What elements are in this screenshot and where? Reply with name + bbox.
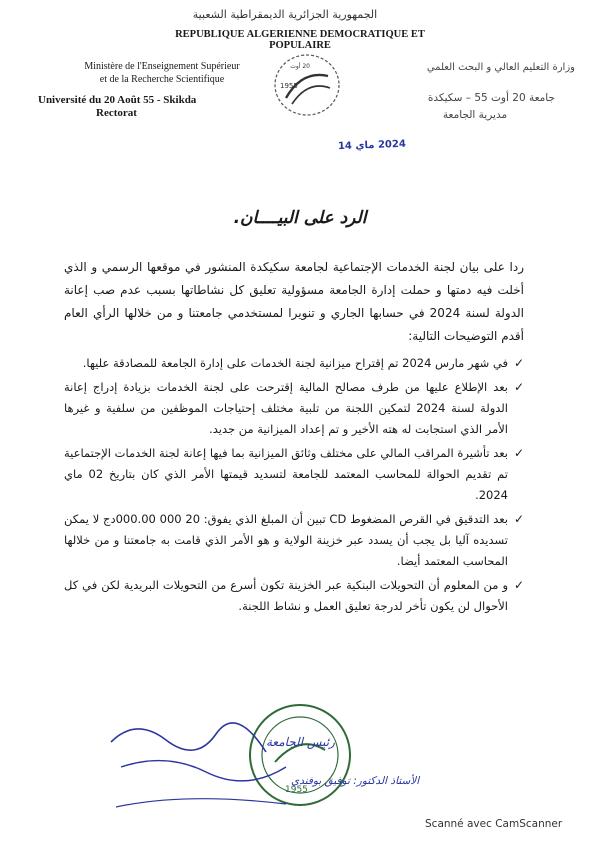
university-arabic: جامعة 20 أوت 55 – سكيكدة [427, 92, 555, 104]
checkmark-icon: ✓ [513, 380, 524, 394]
ministry-french-line1: Ministère de l'Enseignement Supérieur [84, 61, 240, 72]
rectorat-arabic: مديرية الجامعة [442, 109, 508, 121]
document-title: الرد على البيــــان. [233, 208, 367, 228]
intro-paragraph: ردا على بيان لجنة الخدمات الإجتماعية لجامعة سكيكدة المنشور في موقعها الرسمي و الذي أخلت فيه دمتها و حملت إدارة الجامعة مسؤولية تعليق كل نشاطاتها بسبب عدم صب إعانة الدولة لسنة 2024 في حسابها الجاري و تنويرا لمستخدمي جامعتنا و من خلالها الرأي العام أقدم التوضيحات التالية: [64, 260, 525, 343]
signature-name: الأستاذ الدكتور: توفيق بوفندي [291, 775, 420, 787]
list-item: ✓ في شهر مارس 2024 تم إقتراح ميزانية لجنة الخدمات على إدارة الجامعة للمصادقة عليها. [64, 353, 524, 374]
ministry-french [52, 60, 272, 86]
checkmark-icon: ✓ [513, 512, 524, 526]
checkmark-icon: ✓ [513, 356, 524, 370]
university-logo [272, 50, 342, 120]
scanner-watermark: Scanné avec CamScanner [425, 818, 563, 830]
ministry-french-line2: et de la Recherche Scientifique [99, 74, 225, 85]
ministry-arabic: وزارة التعليم العالي و البحث العلمي [426, 62, 575, 73]
university-french: Université du 20 Août 55 - Skikda [38, 94, 197, 106]
document-body [64, 256, 524, 620]
republic-header-french: REPUBLIQUE ALGERIENNE DEMOCRATIQUE ET POPULAIRE [175, 29, 425, 51]
stamp-year: 1955 [285, 785, 308, 795]
handwritten-date: 2024 ماي 14 [337, 138, 407, 153]
checkmark-icon: ✓ [513, 446, 524, 460]
republic-header-arabic: الجمهورية الجزائرية الديمقراطية الشعبية [192, 8, 378, 21]
logo-year-text: 1955 [280, 82, 298, 90]
checkmark-icon: ✓ [513, 578, 524, 592]
rectorat-french: Rectorat [96, 107, 137, 119]
points-list [64, 353, 524, 617]
list-item: ✓ بعد تأشيرة المراقب المالي على مختلف وثائق الميزانية بما فيها إعانة لجنة الخدمات الإجتماعية تم تقديم الحوالة للمحاسب المعتمد للجامعة لتسديد قيمتها الأمر الذي كان بتاريخ 02 ماي 2024. [64, 443, 524, 506]
list-item: ✓ بعد الإطلاع عليها من طرف مصالح المالية إقترحت على لجنة الخدمات بزيادة إدراج إعانة الدولة لسنة 2024 لتمكين اللجنة من تلبية مختلف إحتياجات الموظفين من سلفية و غيرها الأمر الذي استجابت له هته الأخير و تم إعداد الميزانية من جديد. [64, 377, 524, 440]
signature-title: رئيس الجامعة [266, 735, 335, 749]
list-item: ✓ و من المعلوم أن التحويلات البنكية عبر الخزينة تكون أسرع من التحويلات البريدية لكن في كل الأحوال لن يكون تأخر لدرجة تعليق العمل و نشاط اللجنة. [64, 575, 524, 617]
list-item: ✓ بعد التدقيق في القرص المضغوط CD تبين أن المبلغ الذي يفوق: 20 000 000.00دج لا يمكن تسديده آليا بل يجب أن يسدد عبر خزينة الولاية و هو الأمر الذي قامت به جامعتنا و من خلالها المحاسب المعتمد أيضا. [64, 509, 524, 572]
logo-date-text: 20 أوت [290, 63, 310, 70]
